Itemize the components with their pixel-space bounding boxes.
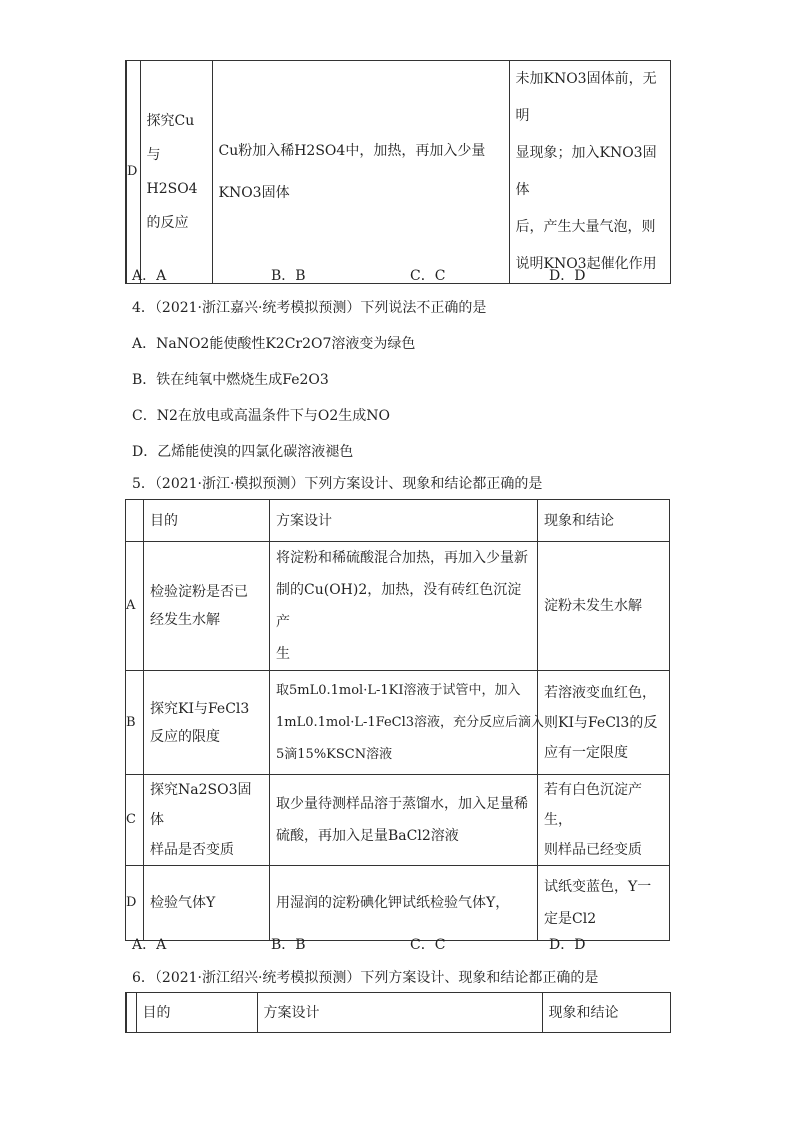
option-c[interactable]: C．C <box>410 268 446 284</box>
result-cell: 试纸变蓝色，Y一 定是Cl2 <box>538 866 670 941</box>
q4-option-a[interactable]: A．NaNO2能使酸性K2Cr2O7溶液变为绿色 <box>132 336 416 352</box>
q3-table <box>125 60 671 284</box>
purpose-cell: 检验淀粉是否已 经发生水解 <box>144 542 270 671</box>
row-index: D <box>126 61 140 284</box>
option-d[interactable]: D．D <box>549 937 586 953</box>
table-row <box>126 671 670 775</box>
design-cell: 用湿润的淀粉碘化钾试纸检验气体Y， <box>270 866 538 941</box>
q6-stem: 6．（2021·浙江绍兴·统考模拟预测）下列方案设计、现象和结论都正确的是 <box>132 970 599 986</box>
option-a[interactable]: A．A <box>132 937 167 953</box>
table-header-row <box>126 993 670 1033</box>
q6-table <box>125 992 671 1033</box>
table-row <box>126 866 670 941</box>
purpose-cell: 探究Na2SO3固体 样品是否变质 <box>144 775 270 866</box>
header-design: 方案设计 <box>270 500 538 542</box>
q5-stem: 5．（2021·浙江·模拟预测）下列方案设计、现象和结论都正确的是 <box>132 476 543 492</box>
header-purpose: 目的 <box>136 993 257 1033</box>
q5-table <box>125 499 670 941</box>
option-c[interactable]: C．C <box>410 937 446 953</box>
table-row <box>126 61 670 284</box>
design-cell: 将淀粉和稀硫酸混合加热，再加入少量新 制的Cu(OH)2，加热，没有砖红色沉淀产 生 <box>270 542 538 671</box>
row-index: B <box>126 671 144 775</box>
result-cell: 淀粉未发生水解 <box>538 542 670 671</box>
result-cell: 若溶液变血红色， 则KI与FeCl3的反 应有一定限度 <box>538 671 670 775</box>
option-b[interactable]: B．B <box>271 268 306 284</box>
q4-option-c[interactable]: C．N2在放电或高温条件下与O2生成NO <box>132 408 390 424</box>
table-row <box>126 542 670 671</box>
q4-option-d[interactable]: D．乙烯能使溴的四氯化碳溶液褪色 <box>132 444 354 460</box>
row-index: A <box>126 542 144 671</box>
header-design: 方案设计 <box>257 993 542 1033</box>
header-result: 现象和结论 <box>542 993 670 1033</box>
purpose-cell: 探究KI与FeCl3 反应的限度 <box>144 671 270 775</box>
purpose-cell: 检验气体Y <box>144 866 270 941</box>
design-cell: 取少量待测样品溶于蒸馏水，加入足量稀 硫酸，再加入足量BaCl2溶液 <box>270 775 538 866</box>
design-cell: Cu粉加入稀H2SO4中，加热，再加入少量 KNO3固体 <box>212 61 509 284</box>
table-header-row <box>126 500 670 542</box>
design-cell: 取5mL0.1mol·L-1KI溶液于试管中，加入 1mL0.1mol·L-1FeCl3溶液，充分反应后滴入 5滴15%KSCN溶液 <box>270 671 538 775</box>
result-cell: 未加KNO3固体前，无明 显现象；加入KNO3固体 后，产生大量气泡，则 说明KNO3起催化作用 <box>509 61 670 284</box>
option-d[interactable]: D．D <box>549 268 586 284</box>
header-index <box>126 993 136 1033</box>
option-a[interactable]: A．A <box>132 268 167 284</box>
purpose-cell: 探究Cu 与H2SO4 的反应 <box>140 61 212 284</box>
row-index: D <box>126 866 144 941</box>
q4-option-b[interactable]: B．铁在纯氧中燃烧生成Fe2O3 <box>132 372 329 388</box>
result-cell: 若有白色沉淀产生， 则样品已经变质 <box>538 775 670 866</box>
row-index: C <box>126 775 144 866</box>
header-purpose: 目的 <box>144 500 270 542</box>
header-index <box>126 500 144 542</box>
q4-stem: 4．（2021·浙江嘉兴·统考模拟预测）下列说法不正确的是 <box>132 300 487 316</box>
option-b[interactable]: B．B <box>271 937 306 953</box>
header-result: 现象和结论 <box>538 500 670 542</box>
table-row <box>126 775 670 866</box>
